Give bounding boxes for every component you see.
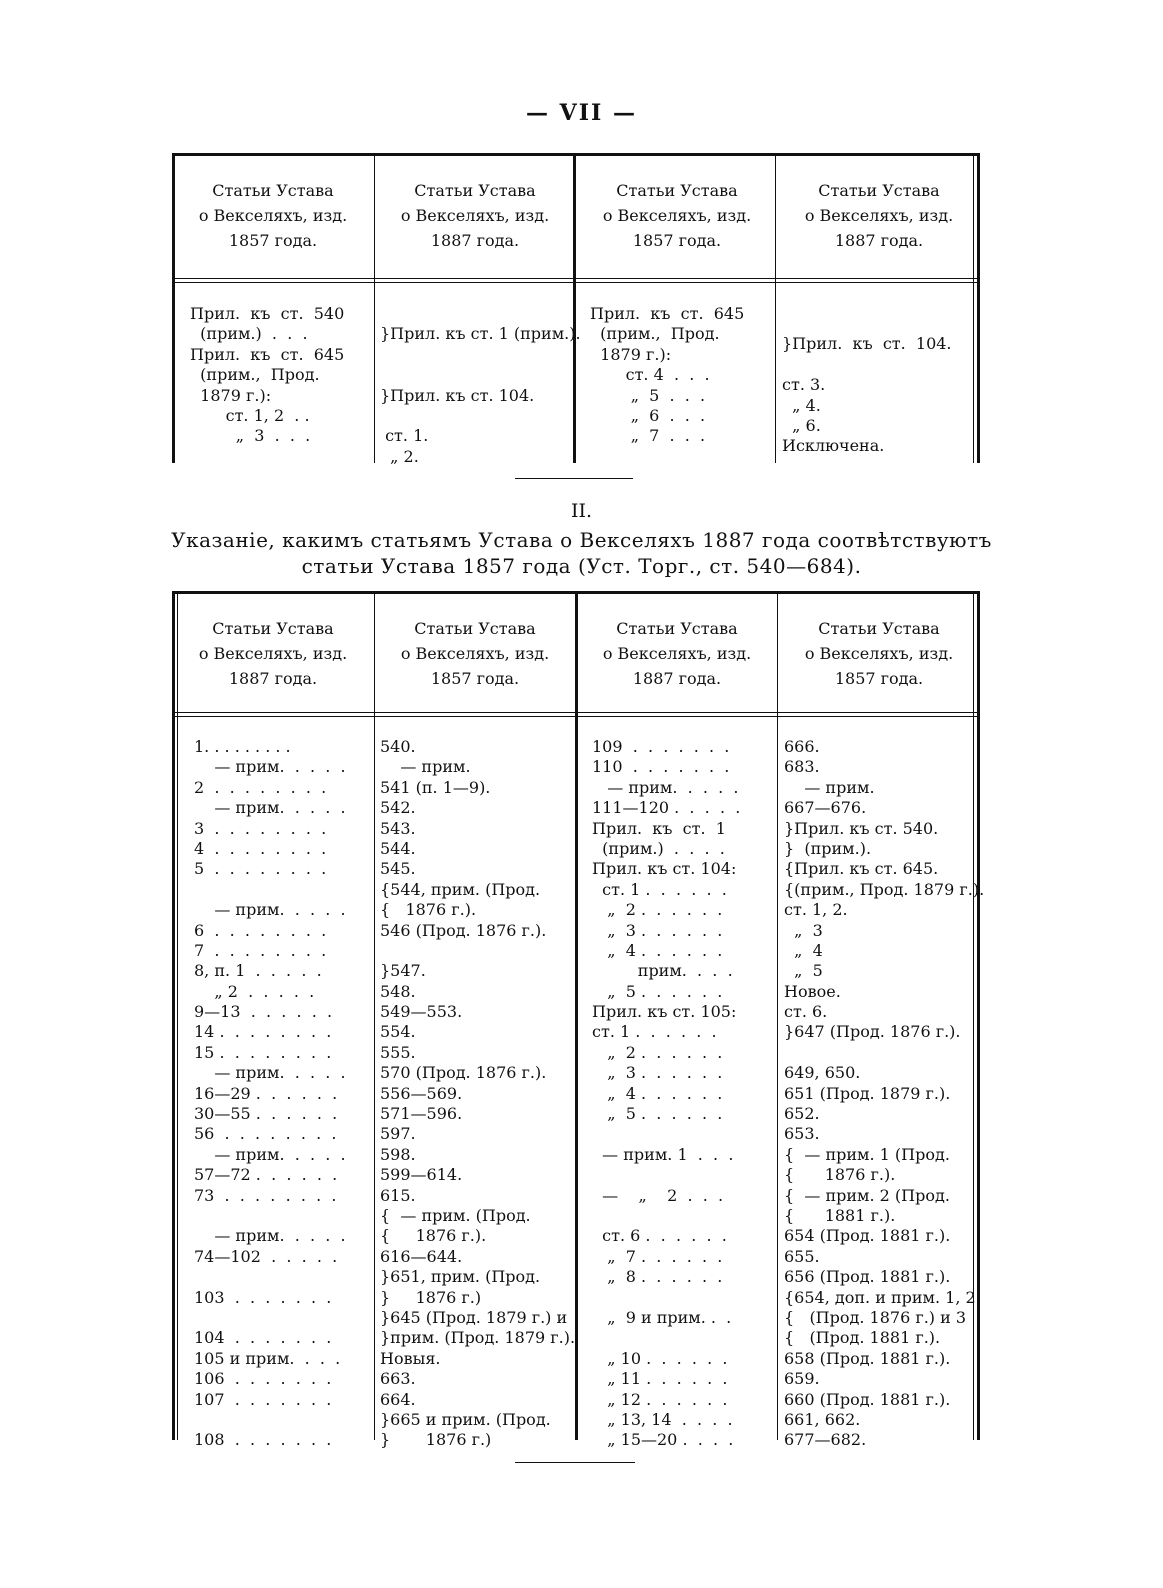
table-cell: 542. (380, 798, 416, 818)
table-cell (194, 880, 346, 900)
header-line: о Векселяхъ, изд. (400, 644, 550, 663)
table-cell: { 1876 г.). (380, 1226, 487, 1246)
table-cell (782, 314, 952, 334)
table-cell: ст. 1, 2. (784, 900, 848, 920)
table-cell (592, 1328, 740, 1348)
column-divider (374, 594, 375, 1440)
table-cell: „ 9 и прим. . . (592, 1307, 732, 1327)
table-cell: „ 2 . . . . . . (592, 1042, 723, 1062)
table-cell: — прим. 1 . . . (592, 1144, 734, 1164)
header-separator-double (172, 282, 980, 283)
header-cell (778, 594, 980, 691)
header-line: Статьи Устава (818, 619, 940, 638)
table-cell: — прим. (784, 777, 875, 797)
table-cell: 9—13 . . . . . . (194, 1002, 333, 1022)
table-cell: }665 и прим. (Прод. (380, 1409, 551, 1429)
table-cell: 1879 г.): (190, 385, 272, 405)
table-cell: 103 . . . . . . . (194, 1287, 332, 1307)
table-cell (380, 406, 581, 426)
concordance-table-1887-to-1857 (172, 591, 985, 1450)
table-cell: — прим. . . . . (194, 900, 346, 920)
table-cell: ст. 6. (784, 1002, 828, 1022)
header-line: Статьи Устава (616, 619, 738, 638)
table-cell: { — прим. 2 (Прод. (784, 1185, 950, 1205)
table-cell: }Прил. къ ст. 1 (прим.). (380, 324, 581, 344)
table-cell: 1879 г.): (590, 344, 672, 364)
table-cell: 30—55 . . . . . . (194, 1104, 338, 1124)
header-line: о Векселяхъ, изд. (804, 206, 954, 225)
table-cell: Новыя. (380, 1348, 441, 1368)
table-cell: „ 8 . . . . . . (592, 1267, 723, 1287)
table-cell: (прим., Прод. (190, 365, 320, 385)
section-divider-rule (515, 478, 633, 479)
table-cell: „ 2 . . . . . (194, 981, 315, 1001)
table-cell: ст. 1, 2 . . (190, 405, 310, 425)
table-cell: — прим. . . . . (194, 757, 346, 777)
table-cell: 554. (380, 1022, 416, 1042)
table-cell: „ 4 . . . . . . (592, 940, 723, 960)
table-cell: 106 . . . . . . . (194, 1369, 332, 1389)
page-number: — VII — (526, 100, 637, 126)
table-cell: 7 . . . . . . . . (194, 940, 327, 960)
table-cell: 658 (Прод. 1881 г.). (784, 1348, 951, 1368)
table-cell: 5 . . . . . . . . (194, 859, 327, 879)
table-cell: 652. (784, 1104, 820, 1124)
table1-col1 (190, 304, 344, 447)
table-border-left (172, 594, 175, 1440)
table-cell: 616—644. (380, 1246, 463, 1266)
table2-col4 (784, 737, 984, 1451)
table-cell: {544, прим. (Прод. (380, 879, 541, 899)
table-cell: ст. 1 . . . . . . (592, 1022, 717, 1042)
table-cell: „ 15—20 . . . . (592, 1430, 734, 1450)
table-cell: Прил. къ ст. 105: (592, 1002, 737, 1022)
table1-col3 (590, 304, 744, 447)
table-cell: „ 2 . . . . . . (592, 900, 723, 920)
table-cell: 664. (380, 1389, 416, 1409)
header-separator (172, 278, 980, 279)
header-line: о Векселяхъ, изд. (400, 206, 550, 225)
table-cell (592, 1288, 740, 1308)
table-cell: 3 . . . . . . . . (194, 818, 327, 838)
table-cell: 15 . . . . . . . . (194, 1042, 332, 1062)
table-cell: ст. 1 . . . . . . (592, 879, 727, 899)
header-cell (778, 156, 980, 253)
header-line: 1857 года. (228, 231, 318, 250)
table-cell: 659. (784, 1369, 820, 1389)
table-cell: 540. (380, 737, 416, 756)
table-border-left-inner (177, 594, 178, 1440)
table-cell: {(прим., Прод. 1879 г.). (784, 879, 985, 899)
header-separator (172, 712, 980, 713)
table-cell (784, 1043, 984, 1063)
table-cell (194, 1206, 346, 1226)
table-cell: 111—120 . . . . . (592, 798, 741, 818)
table-cell: „ 2. (380, 446, 419, 466)
table-cell: 655. (784, 1246, 820, 1266)
header-line: о Векселяхъ, изд. (198, 644, 348, 663)
table-cell: „ 5 (784, 961, 823, 981)
section-title-line-2: статьи Устава 1857 года (Уст. Торг., ст. 540—684). (301, 554, 862, 578)
table2-col3 (592, 737, 740, 1451)
table-cell: 74—102 . . . . . (194, 1246, 338, 1266)
table-cell: 661, 662. (784, 1409, 861, 1429)
table-cell: 14 . . . . . . . . (194, 1022, 332, 1042)
table-cell: „ 4 (784, 940, 823, 960)
table-cell: { (Прод. 1876 г.) и 3 (784, 1307, 967, 1327)
header-line: Статьи Устава (212, 181, 334, 200)
table-cell: Исключена. (782, 436, 885, 456)
table-cell: 683. (784, 757, 820, 777)
table-cell: 107 . . . . . . . (194, 1389, 332, 1409)
table-cell: 615. (380, 1185, 416, 1205)
table-cell: — прим. . . . . (194, 1226, 346, 1246)
table-cell: 544. (380, 838, 416, 858)
table2-col1 (194, 737, 346, 1451)
table-cell: }Прил. къ ст. 540. (784, 818, 939, 838)
table-cell: „ 12 . . . . . . (592, 1389, 728, 1409)
table-cell: 660 (Прод. 1881 г.). (784, 1389, 951, 1409)
table-cell: Новое. (784, 981, 841, 1001)
table-cell: (прим.) . . . . (592, 838, 725, 858)
table-cell: „ 6 . . . (590, 405, 706, 425)
table-cell: „ 7 . . . (590, 426, 706, 446)
table-cell: — прим. . . . . (194, 1063, 346, 1083)
table-cell: 555. (380, 1042, 416, 1062)
table-cell: „ 3 . . . (190, 426, 311, 446)
table-cell: „ 7 . . . . . . (592, 1246, 723, 1266)
table-cell: „ 4. (782, 395, 821, 415)
section-title-line-1: Указаніе, какимъ статьямъ Устава о Векселяхъ 1887 года соотвѣтствуютъ (171, 528, 992, 552)
table-cell (782, 355, 952, 375)
table-cell: 2 . . . . . . . . (194, 777, 327, 797)
table-cell: }645 (Прод. 1879 г.) и (380, 1307, 568, 1327)
table-cell: 651 (Прод. 1879 г.). (784, 1083, 951, 1103)
header-cell (576, 156, 778, 253)
header-line: 1857 года. (632, 231, 722, 250)
table-cell (380, 345, 581, 365)
section-number: II. (570, 500, 593, 522)
header-line: Статьи Устава (212, 619, 334, 638)
table-cell: 599—614. (380, 1165, 463, 1185)
header-line: Статьи Устава (818, 181, 940, 200)
bottom-rule (515, 1462, 635, 1463)
table2-col2 (380, 737, 575, 1451)
table-cell: 541 (п. 1—9). (380, 777, 491, 797)
header-line: о Векселяхъ, изд. (804, 644, 954, 663)
table-cell (380, 941, 575, 961)
header-line: о Векселяхъ, изд. (198, 206, 348, 225)
table1-col4 (782, 314, 952, 457)
table-cell: 663. (380, 1369, 416, 1389)
table-cell: Прил. къ ст. 645 (190, 344, 345, 364)
table-cell: ст. 6 . . . . . . (592, 1226, 727, 1246)
table-cell: ст. 1. (380, 426, 429, 446)
header-line: 1857 года. (834, 669, 924, 688)
table-cell: 4 . . . . . . . . (194, 838, 327, 858)
table-cell: {654, доп. и прим. 1, 2 (784, 1287, 976, 1307)
table-cell: (прим., Прод. (590, 324, 720, 344)
table-cell: { — прим. 1 (Прод. (784, 1144, 950, 1164)
concordance-table-1857-to-1887 (172, 153, 980, 466)
column-divider (575, 594, 578, 1440)
table-cell: ст. 3. (782, 375, 826, 395)
header-line: Статьи Устава (414, 619, 536, 638)
table-cell: 570 (Прод. 1876 г.). (380, 1063, 547, 1083)
table-cell: „ 5 . . . . . . (592, 1104, 723, 1124)
table-cell (380, 304, 581, 324)
header-cell (374, 156, 576, 253)
table-cell: { (Прод. 1881 г.). (784, 1328, 941, 1348)
table-cell: 73 . . . . . . . . (194, 1185, 337, 1205)
table-cell: „ 3 (784, 920, 823, 940)
table-cell: Прил. къ ст. 540 (190, 304, 345, 323)
table-cell: 1. . . . . . . . . (194, 737, 291, 756)
table-cell: 110 . . . . . . . (592, 757, 730, 777)
table-cell: 548. (380, 981, 416, 1001)
table-cell: — „ 2 . . . (592, 1185, 724, 1205)
table-cell: 653. (784, 1124, 820, 1144)
header-cell (374, 594, 576, 691)
table-cell: (прим.) . . . (190, 324, 308, 344)
table-cell: { 1876 г.). (380, 900, 477, 920)
table-cell: Прил. къ ст. 104: (592, 859, 737, 879)
header-cell (576, 594, 778, 691)
table-cell: 597. (380, 1124, 416, 1144)
header-line: Статьи Устава (414, 181, 536, 200)
table-cell: 556—569. (380, 1083, 463, 1103)
table-cell: прим. . . . (592, 961, 733, 981)
table-cell: 666. (784, 737, 820, 756)
table-cell: }Прил. къ ст. 104. (782, 334, 952, 354)
table1-col2 (380, 304, 581, 467)
header-separator-double (172, 716, 980, 717)
table-header (172, 594, 980, 691)
header-line: о Векселяхъ, изд. (602, 644, 752, 663)
table-cell: { — прим. (Прод. (380, 1205, 531, 1225)
table-cell: ст. 4 . . . (590, 365, 710, 385)
table-cell: „ 3 . . . . . . (592, 1063, 723, 1083)
table-cell: Прил. къ ст. 1 (592, 818, 726, 838)
table-cell: — прим. . . . . (194, 1144, 346, 1164)
table-cell: 8, п. 1 . . . . . (194, 961, 322, 981)
header-line: 1857 года. (430, 669, 520, 688)
header-line: 1887 года. (834, 231, 924, 250)
table-cell: 667—676. (784, 798, 867, 818)
table-cell: 545. (380, 859, 416, 879)
header-line: о Векселяхъ, изд. (602, 206, 752, 225)
table-cell: 105 и прим. . . . (194, 1348, 341, 1368)
table-cell: {Прил. къ ст. 645. (784, 859, 939, 879)
table-cell: }Прил. къ ст. 104. (380, 385, 535, 405)
table-cell: 649, 650. (784, 1063, 861, 1083)
table-cell: — прим. . . . . (194, 798, 346, 818)
table-cell: „ 4 . . . . . . (592, 1083, 723, 1103)
table-cell: 677—682. (784, 1430, 867, 1450)
table-cell: } 1876 г.) (380, 1287, 482, 1307)
table-cell: „ 10 . . . . . . (592, 1348, 728, 1368)
table-cell: 109 . . . . . . . (592, 737, 730, 756)
table-cell: 543. (380, 818, 416, 838)
header-cell (172, 156, 374, 253)
table-cell: 598. (380, 1144, 416, 1164)
table-cell (194, 1410, 346, 1430)
table-cell (592, 1124, 740, 1144)
header-line: Статьи Устава (616, 181, 738, 200)
table-cell (380, 365, 581, 385)
table-cell: { 1881 г.). (784, 1205, 896, 1225)
header-line: 1887 года. (632, 669, 722, 688)
column-divider (777, 594, 778, 1440)
table-cell: }651, прим. (Прод. (380, 1267, 541, 1287)
table-cell: } (прим.). (784, 838, 872, 858)
table-cell: 104 . . . . . . . (194, 1328, 332, 1348)
table-cell (592, 1206, 740, 1226)
table-cell: }прим. (Прод. 1879 г.). (380, 1328, 576, 1348)
header-cell (172, 594, 374, 691)
table-cell: 654 (Прод. 1881 г.). (784, 1226, 951, 1246)
header-line: 1887 года. (430, 231, 520, 250)
table-cell: }547. (380, 961, 426, 981)
table-cell: }647 (Прод. 1876 г.). (784, 1022, 961, 1042)
table-cell: „ 3 . . . . . . (592, 920, 723, 940)
table-cell: 108 . . . . . . . (194, 1430, 332, 1450)
table-cell: { 1876 г.). (784, 1165, 896, 1185)
table-cell (194, 1308, 346, 1328)
table-cell: — прим. (380, 757, 471, 777)
table-cell (592, 1165, 740, 1185)
table-cell: 16—29 . . . . . . (194, 1083, 338, 1103)
table-cell (194, 1267, 346, 1287)
table-cell: } 1876 г.) (380, 1430, 492, 1450)
table-cell: „ 5 . . . (590, 385, 706, 405)
table-header (172, 156, 980, 253)
table-cell: „ 5 . . . . . . (592, 981, 723, 1001)
table-cell: „ 6. (782, 415, 821, 435)
table-cell: 57—72 . . . . . . (194, 1165, 338, 1185)
table-cell: „ 11 . . . . . . (592, 1369, 728, 1389)
table-cell: 656 (Прод. 1881 г.). (784, 1267, 951, 1287)
table-cell: „ 13, 14 . . . . (592, 1409, 733, 1429)
table-cell: 56 . . . . . . . . (194, 1124, 337, 1144)
table-cell: 6 . . . . . . . . (194, 920, 327, 940)
table-cell: Прил. къ ст. 645 (590, 304, 745, 323)
table-cell: 571—596. (380, 1104, 463, 1124)
table-cell: — прим. . . . . (592, 777, 739, 797)
header-line: 1887 года. (228, 669, 318, 688)
table-cell: 549—553. (380, 1002, 463, 1022)
table-cell: 546 (Прод. 1876 г.). (380, 920, 547, 940)
